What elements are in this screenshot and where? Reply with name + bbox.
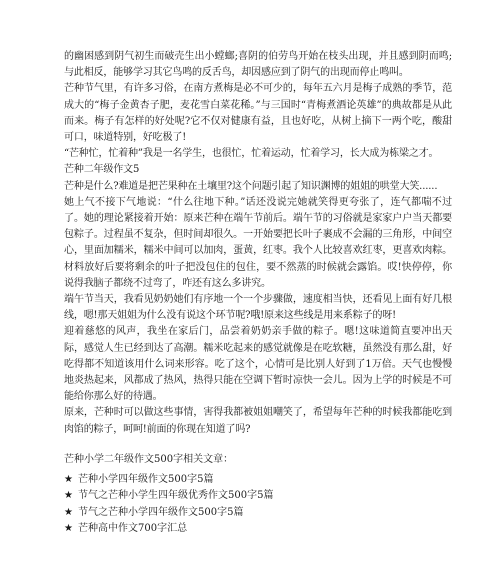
related-articles-list — [64, 472, 452, 538]
related-article-link[interactable]: 芒种小学四年级作文500字5篇 — [78, 473, 214, 485]
essay-heading: 芒种二年级作文5 — [64, 164, 140, 176]
essay-paragraph: 端午节当天，我看见奶奶她们有序地一个一个步骤做，速度相当快，还看见上面有好几根线，嗯!那天姐姐为什么没有说这个环节呢?哦!原来这些线是用来系粽子的呀! — [64, 294, 452, 322]
essay-paragraph: 她上气不接下气地说：“什么往地下种。”话还没说完她就笑得更夸张了，连气都喘不过了。她的理论紧接着开始：原来芒种在端午节前后。端午节的习俗就是家家户户当天都要包粽子。过程虽不复杂，但时间却很久。一开始要把长叶子裹成不会漏的三角形，中间空心，里面加糯米，糯米中间可以加肉，蛋黄，红枣。我个人比较喜欢红枣，更喜欢肉粽。材料放好后要将剩余的叶子把没包住的包住，要不然蒸的时候就会露馅。哎!快停停，你说得我脑子都绕不过弯了，咋还有这么多讲究。 — [64, 196, 452, 289]
related-articles — [64, 452, 452, 538]
related-article-item[interactable] — [64, 488, 452, 505]
related-article-link[interactable]: 节气之芒种小学四年级作文500字5篇 — [78, 506, 244, 518]
star-icon: ★ — [64, 523, 73, 535]
related-article-link[interactable]: 芒种高中作文700字汇总 — [78, 523, 188, 535]
essay-paragraph: “芒种忙，忙着种”我是一名学生，也很忙，忙着运动，忙着学习，长大成为栋梁之才。 — [64, 148, 439, 160]
star-icon: ★ — [64, 506, 73, 518]
star-icon: ★ — [64, 473, 73, 485]
essay-paragraph: 的幽困感到阴气初生而破壳生出小螳螂;喜阴的伯劳鸟开始在枝头出现，并且感到阴而鸣;与此相反，能够学习其它鸟鸣的反舌鸟，却因感应到了阴气的出现而停止鸣叫。 — [64, 51, 452, 79]
essay-paragraph: 芒种是什么?难道是把芒果种在土壤里?这个问题引起了知识渊博的姐姐的哄堂大笑...... — [64, 180, 438, 192]
essay-paragraph: 芒种节气里，有许多习俗，在南方煮梅是必不可少的，每年五六月是梅子成熟的季节，范成大的“梅子金黄杏子肥，麦花雪白菜花稀。”与三国时“青梅煮酒论英雄”的典故都是从此而来。梅子有怎样的好处呢?它不仅对健康有益，且也好吃，从树上摘下一两个吃，酸甜可口，味道特别，好吃极了! — [64, 83, 452, 144]
related-article-item[interactable] — [64, 521, 452, 538]
related-article-item[interactable] — [64, 472, 452, 489]
essay-paragraph: 原来，芒种时可以做这些事情，害得我都被姐姐嘲笑了，希望每年芒种的时候我都能吃到肉馅的粽子，呵呵!前面的你现在知道了吗? — [64, 407, 452, 435]
essay-body — [64, 49, 452, 438]
related-article-link[interactable]: 节气之芒种小学生四年级优秀作文500字5篇 — [78, 490, 274, 502]
essay-paragraph: 迎着慈悠的风声，我坐在家后门，品尝着奶奶亲手做的粽子。嗯!这味道简直要冲出天际，感觉人生已经到达了高潮。糯米吃起来的感觉就像是在吃软糖，虽然没有那么甜，好吃得都不知道该用什么词来形容。吃了这个，心情可是比别人好到了1万倍。天气也慢慢地炎热起来，风都成了热风，热得只能在空调下暂时凉快一会儿。因为上学的时候是不可能给你那么好的待遇。 — [64, 326, 452, 403]
related-article-item[interactable] — [64, 505, 452, 522]
star-icon: ★ — [64, 490, 73, 502]
related-articles-title: 芒种小学二年级作文500字相关文章： — [64, 454, 234, 465]
